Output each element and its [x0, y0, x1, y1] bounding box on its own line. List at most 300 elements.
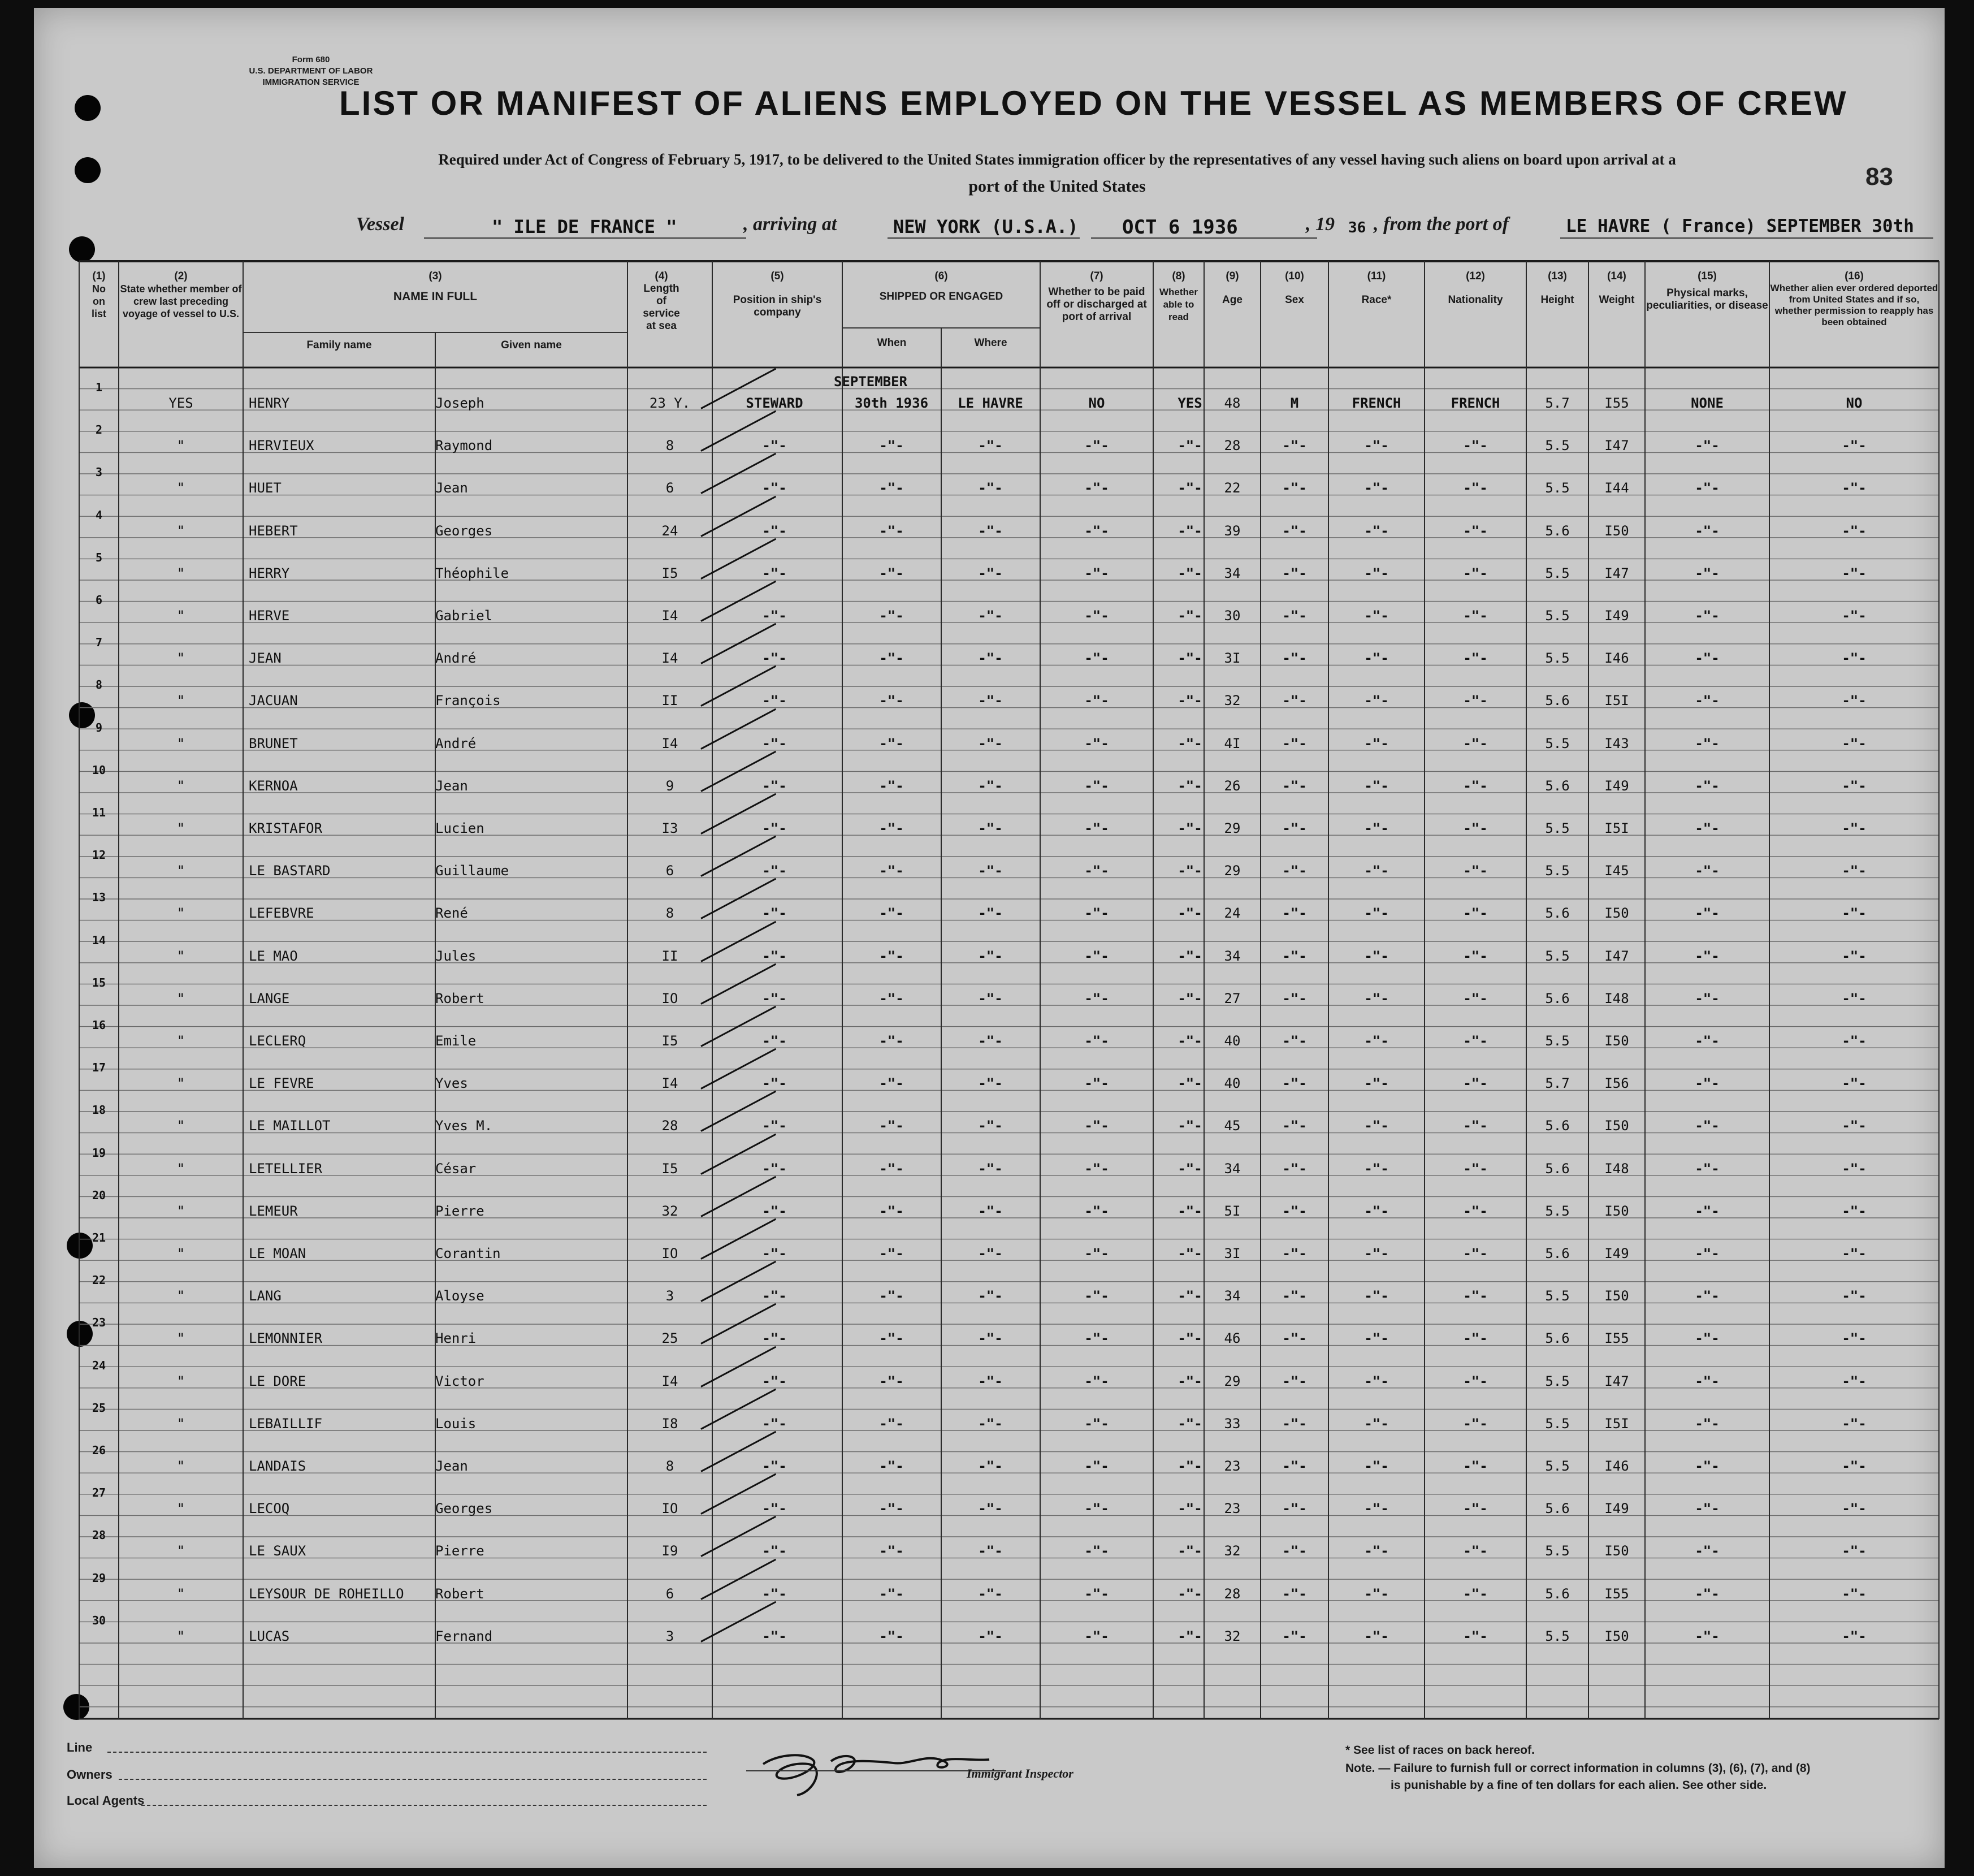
punch-hole: [75, 157, 101, 183]
age: 34: [1224, 565, 1241, 581]
ditto-mark: -"-: [1282, 1160, 1307, 1177]
race-note: * See list of races on back hereof.: [1345, 1744, 1535, 1757]
ditto-mark: -"-: [1364, 905, 1389, 922]
ditto-mark: -"-: [1695, 1033, 1720, 1049]
ditto-mark: -"-: [978, 1160, 1003, 1177]
from-label: , from the port of: [1374, 214, 1509, 235]
ditto-mark: -"-: [1695, 565, 1720, 581]
age: 29: [1224, 820, 1241, 836]
col13-label: Height: [1540, 294, 1574, 306]
year-suffix: 36: [1348, 219, 1366, 236]
ditto-mark: -"-: [1842, 438, 1867, 454]
age: 33: [1224, 1415, 1241, 1432]
given-name: Corantin: [435, 1246, 501, 1261]
ditto-mark: -"-: [1282, 1288, 1307, 1304]
family-name: LETELLIER: [249, 1160, 323, 1177]
height: 5.5: [1545, 1033, 1570, 1049]
ditto-mark: -"-: [879, 608, 904, 624]
row-number: 25: [92, 1400, 106, 1415]
ditto-mark: -"-: [1842, 1075, 1867, 1092]
given-name: André: [435, 650, 477, 667]
col14-label: Weight: [1599, 294, 1635, 306]
previous-voyage: ": [176, 1585, 185, 1602]
service-length: I5: [661, 565, 678, 581]
family-name: JACUAN: [249, 693, 298, 709]
row-number: 11: [92, 806, 106, 819]
ditto-mark: -"-: [762, 693, 787, 709]
col11-label: Race*: [1361, 294, 1392, 306]
port-underline: [888, 237, 1080, 239]
ditto-mark: -"-: [978, 1628, 1003, 1644]
ditto-mark: -"-: [1178, 990, 1202, 1006]
service-length: 6: [665, 480, 674, 496]
service-length: I9: [661, 1543, 678, 1559]
ditto-mark: -"-: [978, 1543, 1003, 1559]
previous-voyage: ": [176, 1288, 185, 1304]
ditto-mark: -"-: [1842, 905, 1867, 922]
subtitle-line-2: port of the United States: [968, 177, 1146, 196]
page-title: LIST OR MANIFEST OF ALIENS EMPLOYED ON THE VESSEL AS MEMBERS OF CREW: [339, 84, 1848, 122]
col3-header: [243, 270, 627, 303]
col2-label: State whether member of crew last preceding voyage of vessel to U.S.: [120, 283, 242, 319]
ditto-mark: -"-: [879, 1118, 904, 1134]
family-name: LE DORE: [249, 1373, 306, 1389]
ditto-mark: -"-: [1084, 905, 1109, 922]
height: 5.5: [1545, 1628, 1570, 1644]
given-name: Joseph: [435, 395, 484, 411]
ditto-mark: -"-: [978, 565, 1003, 581]
ditto-mark: -"-: [1842, 1330, 1867, 1347]
ditto-mark: -"-: [1282, 1585, 1307, 1602]
ditto-mark: -"-: [1463, 905, 1488, 922]
age: 46: [1224, 1330, 1241, 1347]
family-name: HUET: [249, 480, 282, 496]
given-name: Théophile: [435, 565, 509, 581]
ditto-mark: -"-: [1282, 1501, 1307, 1517]
col2-number: (2): [174, 270, 188, 282]
service-length: 32: [661, 1203, 678, 1219]
col10-label: Sex: [1285, 294, 1304, 306]
ditto-mark: -"-: [1842, 1501, 1867, 1517]
service-length: 6: [665, 863, 674, 879]
ditto-mark: -"-: [1178, 735, 1202, 751]
arrival-port: NEW YORK (U.S.A.): [893, 216, 1079, 237]
height: 5.6: [1545, 1246, 1570, 1261]
given-name: René: [435, 905, 468, 922]
weight: I56: [1604, 1075, 1629, 1092]
ditto-mark: -"-: [1695, 480, 1720, 496]
vessel-underline: [424, 237, 746, 239]
weight: I55: [1604, 1585, 1629, 1602]
ditto-mark: -"-: [1282, 735, 1307, 751]
ditto-mark: -"-: [1178, 565, 1202, 581]
col10-number: (10): [1285, 270, 1304, 282]
ditto-mark: -"-: [762, 438, 787, 454]
ditto-mark: -"-: [1364, 480, 1389, 496]
ditto-mark: -"-: [1463, 1543, 1488, 1559]
ditto-mark: -"-: [1364, 1415, 1389, 1432]
height: 5.5: [1545, 863, 1570, 879]
family-name: LE BASTARD: [249, 863, 331, 879]
ditto-mark: -"-: [762, 1246, 787, 1261]
ditto-mark: -"-: [1695, 1330, 1720, 1347]
ditto-mark: -"-: [1084, 1160, 1109, 1177]
weight: I44: [1604, 480, 1629, 496]
ditto-mark: -"-: [1364, 735, 1389, 751]
date-underline: [1091, 237, 1317, 239]
ditto-mark: -"-: [1695, 608, 1720, 624]
row-number: 3: [95, 465, 103, 479]
ditto-mark: -"-: [1463, 1501, 1488, 1517]
subtitle-line-1: Required under Act of Congress of February 5, 1917, to be delivered to the United States immigration officer by the representatives of any vessel having such aliens on board upon arrival at a: [438, 151, 1676, 168]
previous-voyage: ": [176, 1501, 185, 1517]
previous-voyage: ": [176, 1373, 185, 1389]
weight: I43: [1604, 735, 1629, 751]
ditto-mark: -"-: [1842, 480, 1867, 496]
ditto-mark: -"-: [879, 1585, 904, 1602]
ditto-mark: -"-: [1463, 1075, 1488, 1092]
previous-voyage: ": [176, 608, 185, 624]
height: 5.5: [1545, 565, 1570, 581]
ditto-mark: -"-: [1084, 1501, 1109, 1517]
nationality: FRENCH: [1451, 395, 1500, 411]
ditto-mark: -"-: [1364, 565, 1389, 581]
ditto-mark: -"-: [1463, 1458, 1488, 1474]
previous-voyage: ": [176, 820, 185, 836]
family-name: HENRY: [249, 395, 290, 411]
owners-underline: [119, 1779, 707, 1780]
ditto-mark: -"-: [762, 650, 787, 667]
age: 45: [1224, 1118, 1241, 1134]
ditto-mark: -"-: [1695, 1288, 1720, 1304]
ditto-mark: -"-: [762, 1330, 787, 1347]
ditto-mark: -"-: [879, 820, 904, 836]
height: 5.5: [1545, 480, 1570, 496]
col13-header: [1526, 270, 1588, 306]
ditto-mark: -"-: [879, 650, 904, 667]
ditto-mark: -"-: [1282, 1033, 1307, 1049]
row-number: 21: [92, 1231, 106, 1244]
col8-header: [1153, 270, 1204, 323]
ditto-mark: -"-: [1842, 1246, 1867, 1261]
form-header: [215, 54, 407, 88]
ditto-mark: -"-: [1178, 522, 1202, 539]
given-name: Yves M.: [435, 1118, 493, 1134]
given-name: Gabriel: [435, 608, 493, 624]
ditto-mark: -"-: [1178, 438, 1202, 454]
ditto-mark: -"-: [1364, 650, 1389, 667]
ditto-mark: -"-: [1364, 608, 1389, 624]
ditto-mark: -"-: [1695, 863, 1720, 879]
ditto-mark: -"-: [1695, 693, 1720, 709]
previous-voyage: ": [176, 990, 185, 1006]
ditto-mark: -"-: [762, 990, 787, 1006]
ditto-mark: -"-: [1364, 1075, 1389, 1092]
ditto-mark: -"-: [1463, 480, 1488, 496]
service-length: 8: [665, 905, 674, 922]
given-name: Jean: [435, 777, 468, 794]
previous-voyage: ": [176, 735, 185, 751]
ditto-mark: -"-: [978, 438, 1003, 454]
ditto-mark: -"-: [1463, 735, 1488, 751]
ditto-mark: -"-: [1695, 1373, 1720, 1389]
service-length: II: [661, 948, 678, 964]
ditto-mark: -"-: [879, 522, 904, 539]
row-number: 2: [95, 423, 103, 437]
ditto-mark: -"-: [1463, 565, 1488, 581]
age: 22: [1224, 480, 1241, 496]
service-length: 8: [665, 1458, 674, 1474]
service-length: I4: [661, 1373, 678, 1389]
weight: I50: [1604, 1118, 1629, 1134]
ditto-mark: -"-: [762, 863, 787, 879]
ditto-mark: -"-: [1842, 565, 1867, 581]
department-name: U.S. DEPARTMENT OF LABOR: [249, 66, 373, 76]
ditto-mark: -"-: [1084, 820, 1109, 836]
ditto-mark: -"-: [762, 735, 787, 751]
ditto-mark: -"-: [1178, 1075, 1202, 1092]
ditto-mark: -"-: [1178, 1118, 1202, 1134]
ditto-mark: -"-: [978, 990, 1003, 1006]
given-name: Yves: [435, 1075, 468, 1092]
col14-number: (14): [1607, 270, 1626, 282]
ditto-mark: -"-: [879, 1033, 904, 1049]
service-length: I5: [661, 1033, 678, 1049]
ditto-mark: -"-: [978, 1118, 1003, 1134]
punch-hole: [63, 1694, 89, 1720]
weight: I47: [1604, 1373, 1629, 1389]
col5-header: [712, 270, 842, 319]
ditto-mark: -"-: [762, 820, 787, 836]
ditto-mark: -"-: [762, 1118, 787, 1134]
ditto-mark: -"-: [1463, 863, 1488, 879]
age: 39: [1224, 522, 1241, 539]
col4-label: Length of service at sea: [643, 283, 680, 332]
ditto-mark: -"-: [1695, 438, 1720, 454]
ditto-mark: -"-: [1282, 608, 1307, 624]
ditto-mark: -"-: [1695, 1118, 1720, 1134]
age: 32: [1224, 693, 1241, 709]
service-length: IO: [661, 990, 678, 1006]
ditto-mark: -"-: [762, 948, 787, 964]
ditto-mark: -"-: [1364, 1203, 1389, 1219]
family-name: HERVIEUX: [249, 438, 314, 454]
col8-label: Whether able to read: [1159, 287, 1198, 322]
ditto-mark: -"-: [1282, 1415, 1307, 1432]
weight: I55: [1604, 395, 1629, 411]
height: 5.6: [1545, 905, 1570, 922]
ditto-mark: -"-: [1463, 438, 1488, 454]
height: 5.5: [1545, 438, 1570, 454]
ditto-mark: -"-: [762, 480, 787, 496]
col4-header: [627, 270, 695, 332]
ditto-mark: -"-: [978, 1585, 1003, 1602]
ditto-mark: -"-: [1842, 1118, 1867, 1134]
family-name: LUCAS: [249, 1628, 290, 1644]
row-number: 4: [95, 508, 103, 522]
service-length: I4: [661, 608, 678, 624]
ditto-mark: -"-: [1463, 777, 1488, 794]
height: 5.5: [1545, 1203, 1570, 1219]
age: 40: [1224, 1075, 1241, 1092]
ditto-mark: -"-: [1178, 948, 1202, 964]
ditto-mark: -"-: [1463, 1246, 1488, 1261]
ditto-mark: -"-: [879, 1373, 904, 1389]
ditto-mark: -"-: [1282, 522, 1307, 539]
ditto-mark: -"-: [1364, 1118, 1389, 1134]
weight: I49: [1604, 1501, 1629, 1517]
family-name: LEBAILLIF: [249, 1415, 323, 1432]
ditto-mark: -"-: [1282, 1458, 1307, 1474]
age: 28: [1224, 438, 1241, 454]
weight: I50: [1604, 1288, 1629, 1304]
ditto-mark: -"-: [1364, 1628, 1389, 1644]
ditto-mark: -"-: [879, 990, 904, 1006]
local-agents-label: Local Agents: [67, 1793, 145, 1808]
inspector-label: Immigrant Inspector: [967, 1766, 1073, 1780]
ditto-mark: -"-: [1463, 608, 1488, 624]
age: 29: [1224, 1373, 1241, 1389]
family-name: JEAN: [249, 650, 282, 667]
ditto-mark: -"-: [879, 1160, 904, 1177]
ditto-mark: -"-: [762, 777, 787, 794]
ditto-mark: -"-: [978, 1373, 1003, 1389]
ditto-mark: -"-: [1695, 1075, 1720, 1092]
ditto-mark: -"-: [978, 1330, 1003, 1347]
ditto-mark: -"-: [762, 1501, 787, 1517]
given-name: Pierre: [435, 1203, 484, 1219]
ditto-mark: -"-: [1282, 1543, 1307, 1559]
ditto-mark: -"-: [762, 1203, 787, 1219]
weight: I49: [1604, 777, 1629, 794]
ditto-mark: -"-: [1364, 522, 1389, 539]
family-name: KERNOA: [249, 777, 298, 794]
row-number: 10: [92, 763, 106, 777]
weight: I47: [1604, 565, 1629, 581]
weight: I46: [1604, 1458, 1629, 1474]
ditto-mark: -"-: [762, 1373, 787, 1389]
ditto-mark: -"-: [1178, 1033, 1202, 1049]
ditto-mark: -"-: [1282, 1628, 1307, 1644]
weight: I47: [1604, 438, 1629, 454]
ditto-mark: -"-: [1084, 1543, 1109, 1559]
ditto-mark: -"-: [1842, 650, 1867, 667]
punch-hole: [69, 236, 95, 262]
age: 30: [1224, 608, 1241, 624]
col12-number: (12): [1466, 270, 1485, 282]
previous-voyage: ": [176, 650, 185, 667]
ditto-mark: -"-: [978, 1203, 1003, 1219]
ditto-mark: -"-: [1364, 1458, 1389, 1474]
col8-number: (8): [1172, 270, 1185, 282]
row-number: 22: [92, 1273, 106, 1287]
previous-voyage: ": [176, 863, 185, 879]
row-number: 26: [92, 1443, 106, 1457]
row-number: 13: [92, 891, 106, 905]
ditto-mark: -"-: [1842, 1203, 1867, 1219]
ditto-mark: -"-: [1463, 1373, 1488, 1389]
weight: I50: [1604, 1203, 1629, 1219]
ditto-mark: -"-: [978, 1288, 1003, 1304]
ditto-mark: -"-: [1463, 1330, 1488, 1347]
page-number: 83: [1865, 163, 1893, 191]
ditto-mark: -"-: [1282, 650, 1307, 667]
col9-number: (9): [1226, 270, 1239, 282]
weight: I50: [1604, 1543, 1629, 1559]
line-underline: [107, 1752, 707, 1753]
ditto-mark: -"-: [762, 1585, 787, 1602]
ditto-mark: -"-: [879, 1543, 904, 1559]
height: 5.6: [1545, 1585, 1570, 1602]
row-number: 14: [92, 933, 106, 947]
row-number: 15: [92, 975, 106, 989]
given-name: Emile: [435, 1033, 477, 1049]
col6a-header: When: [877, 337, 907, 349]
ditto-mark: -"-: [879, 1628, 904, 1644]
weight: I50: [1604, 1628, 1629, 1644]
year-prefix: , 19: [1306, 214, 1335, 235]
family-name: LECOQ: [249, 1501, 290, 1517]
height: 5.6: [1545, 777, 1570, 794]
family-name: HERRY: [249, 565, 290, 581]
height: 5.5: [1545, 608, 1570, 624]
ditto-mark: -"-: [1282, 438, 1307, 454]
height: 5.7: [1545, 1075, 1570, 1092]
col6-header: [842, 270, 1040, 303]
ditto-mark: -"-: [978, 693, 1003, 709]
col9-header: [1204, 270, 1261, 306]
height: 5.6: [1545, 1330, 1570, 1347]
given-name: Pierre: [435, 1543, 484, 1559]
ditto-mark: -"-: [1084, 863, 1109, 879]
age: 32: [1224, 1543, 1241, 1559]
previous-voyage: ": [176, 438, 185, 454]
weight: I55: [1604, 1330, 1629, 1347]
age: 3I: [1224, 1246, 1241, 1261]
ditto-mark: -"-: [762, 1075, 787, 1092]
ditto-mark: -"-: [1364, 820, 1389, 836]
ditto-mark: -"-: [762, 1458, 787, 1474]
ditto-mark: -"-: [978, 863, 1003, 879]
ditto-mark: -"-: [1463, 693, 1488, 709]
family-name: KRISTAFOR: [249, 820, 323, 836]
departure-port: LE HAVRE ( France) SEPTEMBER 30th: [1566, 216, 1914, 236]
page-subtitle: [170, 146, 1945, 200]
previous-voyage: ": [176, 1543, 185, 1559]
previous-voyage: ": [176, 1246, 185, 1261]
ditto-mark: -"-: [1084, 777, 1109, 794]
age: 24: [1224, 905, 1241, 922]
ditto-mark: -"-: [1842, 1373, 1867, 1389]
ditto-mark: -"-: [762, 1543, 787, 1559]
previous-voyage: ": [176, 565, 185, 581]
ditto-mark: -"-: [1084, 1585, 1109, 1602]
line-label: Line: [67, 1740, 93, 1754]
row-number: 17: [92, 1061, 106, 1075]
row-number: 8: [95, 678, 103, 692]
penalty-note-2: is punishable by a fine of ten dollars for each alien. See other side.: [1391, 1779, 1767, 1792]
height: 5.5: [1545, 1373, 1570, 1389]
ditto-mark: -"-: [978, 1246, 1003, 1261]
ditto-mark: -"-: [1178, 1628, 1202, 1644]
ditto-mark: -"-: [1178, 777, 1202, 794]
ditto-mark: -"-: [1842, 948, 1867, 964]
age: 34: [1224, 1160, 1241, 1177]
col15-header: [1645, 270, 1769, 312]
ditto-mark: -"-: [879, 480, 904, 496]
service-length: 9: [665, 777, 674, 794]
previous-voyage: ": [176, 1203, 185, 1219]
